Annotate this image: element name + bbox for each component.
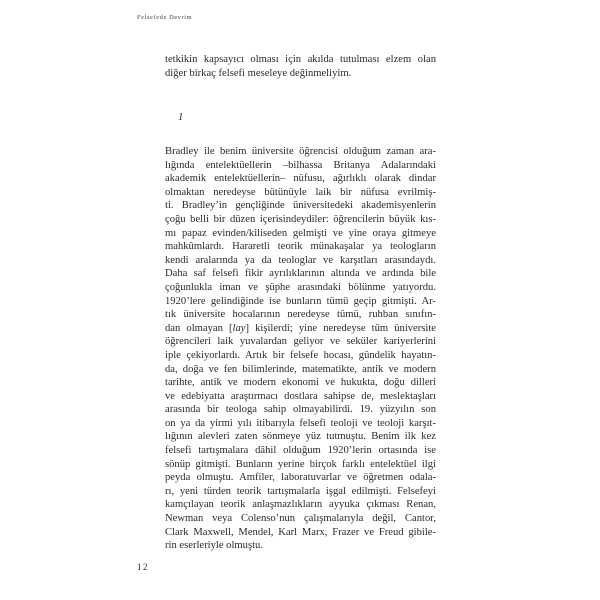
running-head: Felsefede Devrim — [137, 14, 193, 21]
section-number: 1 — [178, 112, 184, 123]
text-line: tarihte, antik ve modern ekonomi ve hukukta, doğu dilleri — [165, 377, 436, 389]
text-line: sönüp gitmişti. Bunların yerine birçok farklı entelektüel ilgi — [165, 458, 436, 470]
text-line: diğer birkaç felsefi meseleye değinmeliyim. — [165, 67, 352, 79]
text-line: ti. Bradley’in gençliğinde üniversitedeki akademisyenlerin — [165, 200, 436, 212]
text-line: olmaktan neredeyse bütünüyle laik bir nüfusa evrilmiş- — [165, 186, 436, 198]
text-line: öğrencileri laik yuvalardan geliyor ve seküler kariyerlerini — [165, 336, 436, 348]
text-line: rı, yeni türden teorik tartışmalarla işgal edilmişti. Felsefeyi — [165, 485, 436, 497]
text-line: peyda olmuştu. Amfiler, laboratuvarlar ve öğretmen odala- — [165, 472, 436, 484]
text-line: akademik entelektüellerin– nüfusu, ağırlıklı olarak dindar — [165, 173, 436, 185]
text-line: lığında entelektüellerin –bilhassa Britanya Adalarındaki — [165, 159, 436, 171]
text-line: dan olmayan [lay] kişilerdi; yine neredeyse tüm üniversite — [165, 322, 436, 334]
body-paragraph — [165, 145, 436, 553]
text-line: Daha saf felsefi fikir ayrılıklarının altında ve ardında bile — [165, 268, 436, 280]
text-line: Clark Maxwell, Mendel, Karl Marx, Frazer ve Freud gibile- — [165, 526, 436, 538]
text-line: rin eserleriyle olmuştu. — [165, 540, 263, 552]
text-line: lığının alevleri zaten sönmeye yüz tutmuştu. Benim ilk kez — [165, 431, 436, 443]
text-line: arasında bir teologa sahip olmayabilirdi. 19. yüzyılın son — [165, 404, 436, 416]
text-line: çoğunlukla iman ve şüphe arasındaki bölünme yatıyordu. — [165, 281, 436, 293]
page-number: 12 — [137, 562, 149, 572]
text-line: Bradley ile benim üniversite öğrencisi olduğum zaman ara- — [165, 146, 436, 157]
text-line: tetkikin kapsayıcı olması için akılda tutulması elzem olan — [165, 54, 436, 65]
text-line: iple çekiyorlardı. Artık bir felsefe hocası, gündelik hayatın- — [165, 349, 436, 361]
text-line: ve edebiyatta araştırmacı dostlara sahipse de, meslektaşları — [165, 390, 436, 402]
text-line: 1920’lere gelindiğinde ise bunların tümü geçip gitmişti. Ar- — [165, 295, 436, 307]
text-line: mahkûmlardı. Hararetli teorik münakaşalar ya teologların — [165, 241, 436, 253]
text-line: da, doğa ve fen bilimlerinde, matematikte, antik ve modern — [165, 363, 436, 375]
text-line: Newman veya Colenso’nun çalışmalarıyla değil, Cantor, — [165, 513, 436, 525]
text-line: felsefi tartışmalara dâhil olduğum 1920’lerin ortasında ise — [165, 445, 436, 457]
intro-paragraph — [165, 53, 436, 80]
text-line: tık üniversite hocalarının neredeyse tümü, ruhban sınıfın- — [165, 309, 436, 321]
text-line: çoğu belli bir düzen içerisindeydiler: öğrencilerin büyük kıs- — [165, 213, 436, 225]
text-line: kamçılayan teorik anlaşmazlıkların ayyuka çıkması Renan, — [165, 499, 436, 511]
text-line: on ya da yirmi yılı itibarıyla felsefi teoloji ve teoloji karşıt- — [165, 417, 436, 429]
text-line: kendi aralarında ya da teologlar ve karşıtları arasındaydı. — [165, 254, 436, 266]
text-line: mı papaz evinden/kiliseden gelmişti ve yine oraya gitmeye — [165, 227, 436, 239]
